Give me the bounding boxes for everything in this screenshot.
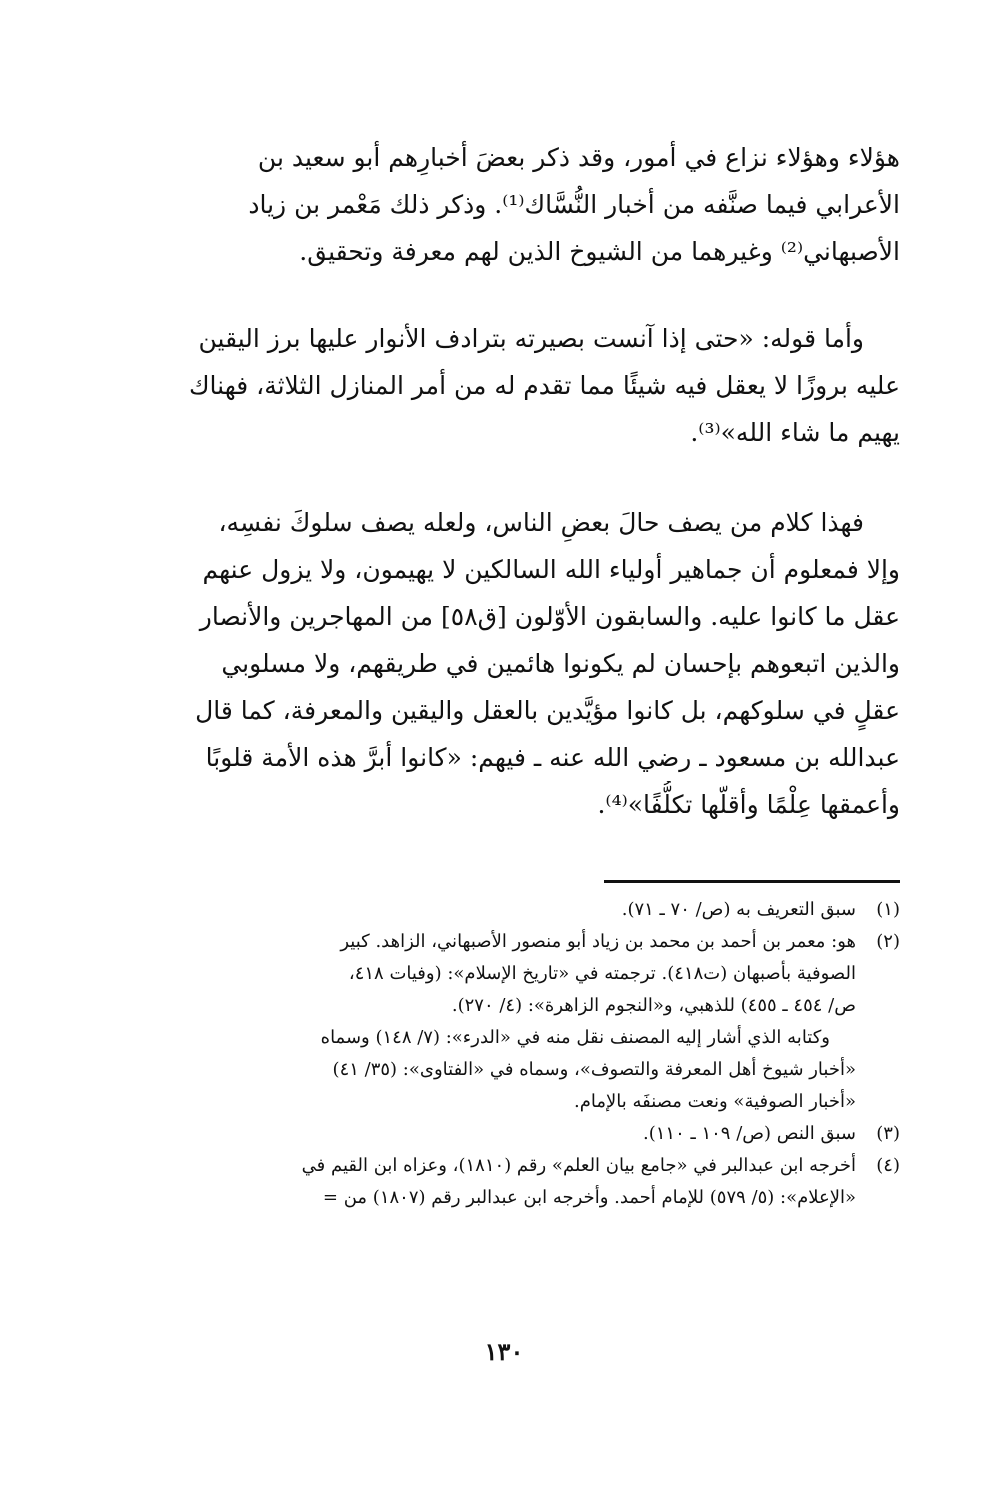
- paragraph-2: [100, 315, 900, 456]
- paragraph-3: [100, 499, 900, 828]
- footnote-text: سبق التعريف به (ص/ ٧٠ ـ ٧١).: [621, 899, 856, 920]
- footnote-text: الصوفية بأصبهان (ت٤١٨). ترجمته في «تاريخ الإسلام»: (وفيات ٤١٨،: [348, 963, 856, 984]
- footnote-text: ص/ ٤٥٤ ـ ٤٥٥) للذهبي، و«النجوم الزاهرة»: (٤/ ٢٧٠).: [451, 995, 856, 1016]
- footnote-text: سبق النص (ص/ ١٠٩ ـ ١١٠).: [642, 1123, 856, 1144]
- text-line: عقل ما كانوا عليه. والسابقون الأوّلون [ق٥٨] من المهاجرين والأنصار: [199, 602, 900, 631]
- text-line: عبدالله بن مسعود ـ رضي الله عنه ـ فيهم: «كانوا أبرَّ هذه الأمة قلوبًا: [205, 743, 900, 772]
- footnote-number: (١): [876, 899, 900, 920]
- text-line: وأما قوله: «حتى إذا آنست بصيرته بترادف الأنوار عليها برز اليقين: [198, 324, 864, 353]
- footnotes: [100, 894, 900, 1214]
- text-line: وأعمقها عِلْمًا وأقلّها تكلُّفًا»⁽⁴⁾.: [597, 790, 900, 819]
- footnote-number: (٢): [876, 931, 900, 952]
- footnote-text: «أخبار شيوخ أهل المعرفة والتصوف»، وسماه في «الفتاوى»: (٣٥/ ٤١): [332, 1059, 856, 1080]
- text-line: عليه بروزًا لا يعقل فيه شيئًا مما تقدم له من أمر المنازل الثلاثة، فهناك: [188, 371, 900, 400]
- text-line: يهيم ما شاء الله»⁽³⁾.: [690, 418, 900, 447]
- text-line: الأعرابي فيما صنَّفه من أخبار النُّسَّاك⁽¹⁾. وذكر ذلك مَعْمر بن زياد: [248, 190, 900, 219]
- paragraph-1: [100, 134, 900, 275]
- footnote-text: أخرجه ابن عبدالبر في «جامع بيان العلم» رقم (١٨١٠)، وعزاه ابن القيم في: [301, 1155, 856, 1176]
- footnote-text: «أخبار الصوفية» ونعت مصنفَه بالإمام.: [574, 1091, 856, 1112]
- text-line: فهذا كلام من يصف حالَ بعضِ الناس، ولعله يصف سلوكَ نفسِه،: [218, 508, 864, 537]
- text-line: والذين اتبعوهم بإحسان لم يكونوا هائمين في طريقهم، ولا مسلوبي: [221, 649, 900, 678]
- page-number: ١٣٠: [484, 1337, 524, 1366]
- footnote-4: [100, 1150, 900, 1182]
- footnote-1: [100, 894, 900, 926]
- footnote-2: [100, 926, 900, 958]
- footnote-text: هو: معمر بن أحمد بن محمد بن زياد أبو منصور الأصبهاني، الزاهد. كبير: [340, 931, 856, 952]
- footnote-number: (٤): [876, 1155, 900, 1176]
- footnote-3: [100, 1118, 900, 1150]
- text-line: هؤلاء وهؤلاء نزاع في أمور، وقد ذكر بعضَ أخبارِهم أبو سعيد بن: [257, 143, 900, 172]
- text-line: وإلا فمعلوم أن جماهير أولياء الله السالكين لا يهيمون، ولا يزول عنهم: [202, 555, 900, 584]
- footnote-number: (٣): [876, 1123, 900, 1144]
- text-line: عقلٍ في سلوكهم، بل كانوا مؤيَّدين بالعقل واليقين والمعرفة، كما قال: [195, 696, 900, 725]
- footnote-text: «الإعلام»: (٥/ ٥٧٩) للإمام أحمد. وأخرجه ابن عبدالبر رقم (١٨٠٧) من =: [322, 1187, 856, 1208]
- footnote-text: وكتابه الذي أشار إليه المصنف نقل منه في «الدرء»: (٧/ ١٤٨) وسماه: [320, 1027, 830, 1048]
- footnote-separator: [604, 880, 900, 883]
- text-line: الأصبهاني⁽²⁾ وغيرهما من الشيوخ الذين لهم معرفة وتحقيق.: [299, 237, 900, 266]
